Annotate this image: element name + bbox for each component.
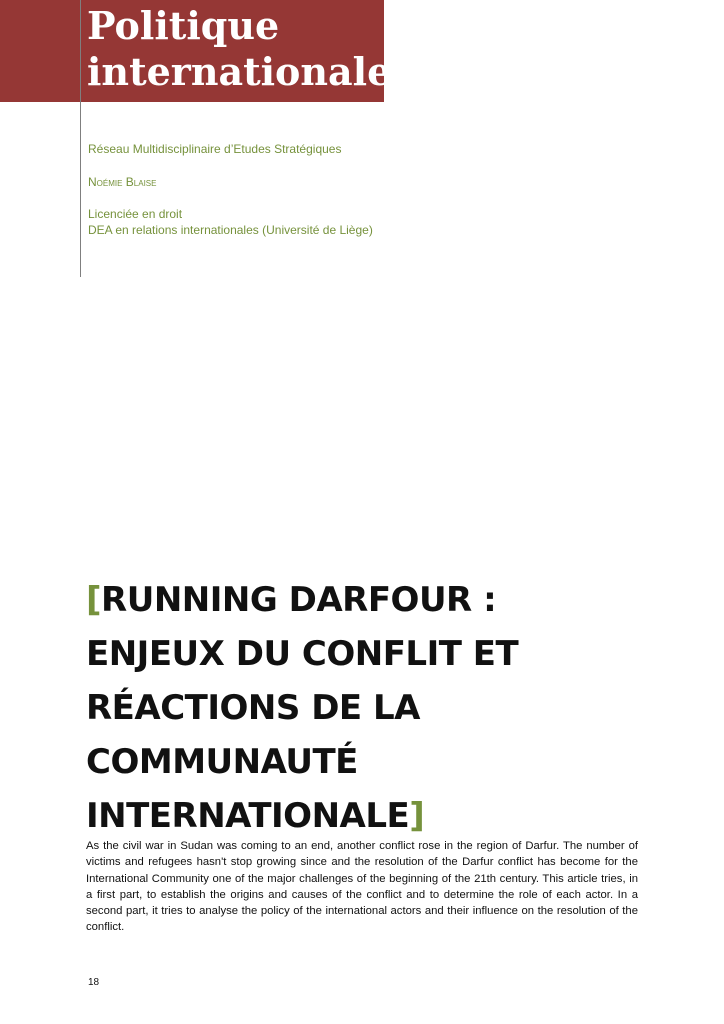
title-line-3: RÉACTIONS DE LA xyxy=(86,688,420,728)
section-title-line-1: Politique xyxy=(87,3,280,48)
title-line-2: ENJEUX DU CONFLIT ET xyxy=(86,634,519,674)
open-bracket: [ xyxy=(86,580,102,620)
title-line-1 xyxy=(86,573,646,627)
close-bracket: ] xyxy=(409,796,425,836)
title-line-1-text: RUNNING DARFOUR : xyxy=(101,580,497,620)
title-line-5-text: INTERNATIONALE xyxy=(86,796,410,836)
author-degree-2: DEA en relations internationales (Université de Liège) xyxy=(88,223,373,237)
article-title xyxy=(86,573,646,843)
article-abstract: As the civil war in Sudan was coming to an end, another conflict rose in the region of Darfur. The number of victims and refugees hasn't stop growing since and the resolution of the Darfur conflict has become for the International Community one of the major challenges of the beginning of the 21th century. This article tries, in a first part, to establish the origins and causes of the conflict and to determine the role of each actor. In a second part, it tries to analyse the policy of the international actors and their influence on the resolution of the conflict. xyxy=(86,840,638,934)
title-line-4: COMMUNAUTÉ xyxy=(86,742,358,782)
author-degree-1: Licenciée en droit xyxy=(88,207,183,221)
network-name: Réseau Multidisciplinaire d’Etudes Stratégiques xyxy=(88,142,342,156)
vertical-divider xyxy=(80,0,81,277)
section-title-line-2: internationale xyxy=(87,49,392,94)
page-number: 18 xyxy=(88,977,100,988)
section-title xyxy=(87,3,392,95)
author-name: Noémie Blaise xyxy=(88,175,157,189)
title-line-5 xyxy=(86,789,646,843)
